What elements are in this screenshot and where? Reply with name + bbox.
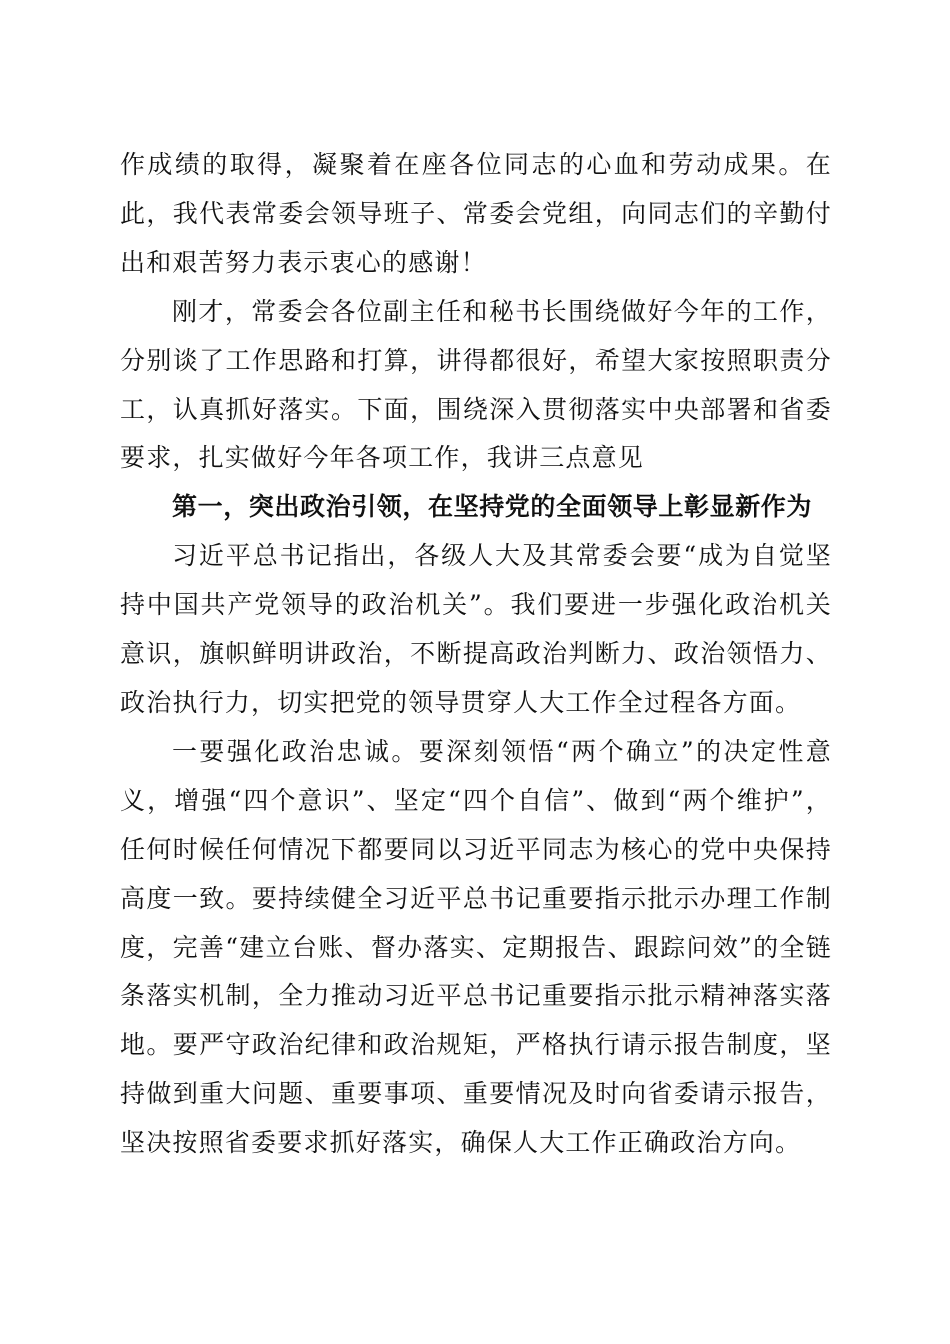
document-body (120, 141, 832, 1168)
paragraph-political-organ: 习近平总书记指出，各级人大及其常委会要“成为自觉坚持中国共产党领导的政治机关”。我们要进一步强化政治机关意识，旗帜鲜明讲政治，不断提高政治判断力、政治领悟力、政治执行力，切实把党的领导贯穿人大工作全过程各方面。 (120, 541, 832, 717)
paragraph-work-plan: 刚才，常委会各位副主任和秘书长围绕做好今年的工作，分别谈了工作思路和打算，讲得都很好，希望大家按照职责分工，认真抓好落实。下面，围绕深入贯彻落实中央部署和省委要求，扎实做好今年各项工作，我讲三点意见 (120, 296, 832, 473)
section-heading-first: 第一，突出政治引领，在坚持党的全面领导上彰显新作为 (172, 492, 813, 522)
paragraph-continuation: 作成绩的取得，凝聚着在座各位同志的心血和劳动成果。在此，我代表常委会领导班子、常委会党组，向同志们的辛勤付出和艰苦努力表示衷心的感谢！ (120, 150, 832, 277)
paragraph-political-loyalty: 一要强化政治忠诚。要深刻领悟“两个确立”的决定性意义，增强“四个意识”、坚定“四个自信”、做到“两个维护”，任何时候任何情况下都要同以习近平同志为核心的党中央保持高度一致。要持续健全习近平总书记重要指示批示办理工作制度，完善“建立台账、督办落实、定期报告、跟踪问效”的全链条落实机制，全力推动习近平总书记重要指示批示精神落实落地。要严守政治纪律和政治规矩，严格执行请示报告制度，坚持做到重大问题、重要事项、重要情况及时向省委请示报告，坚决按照省委要求抓好落实，确保人大工作正确政治方向。 (120, 736, 832, 1158)
